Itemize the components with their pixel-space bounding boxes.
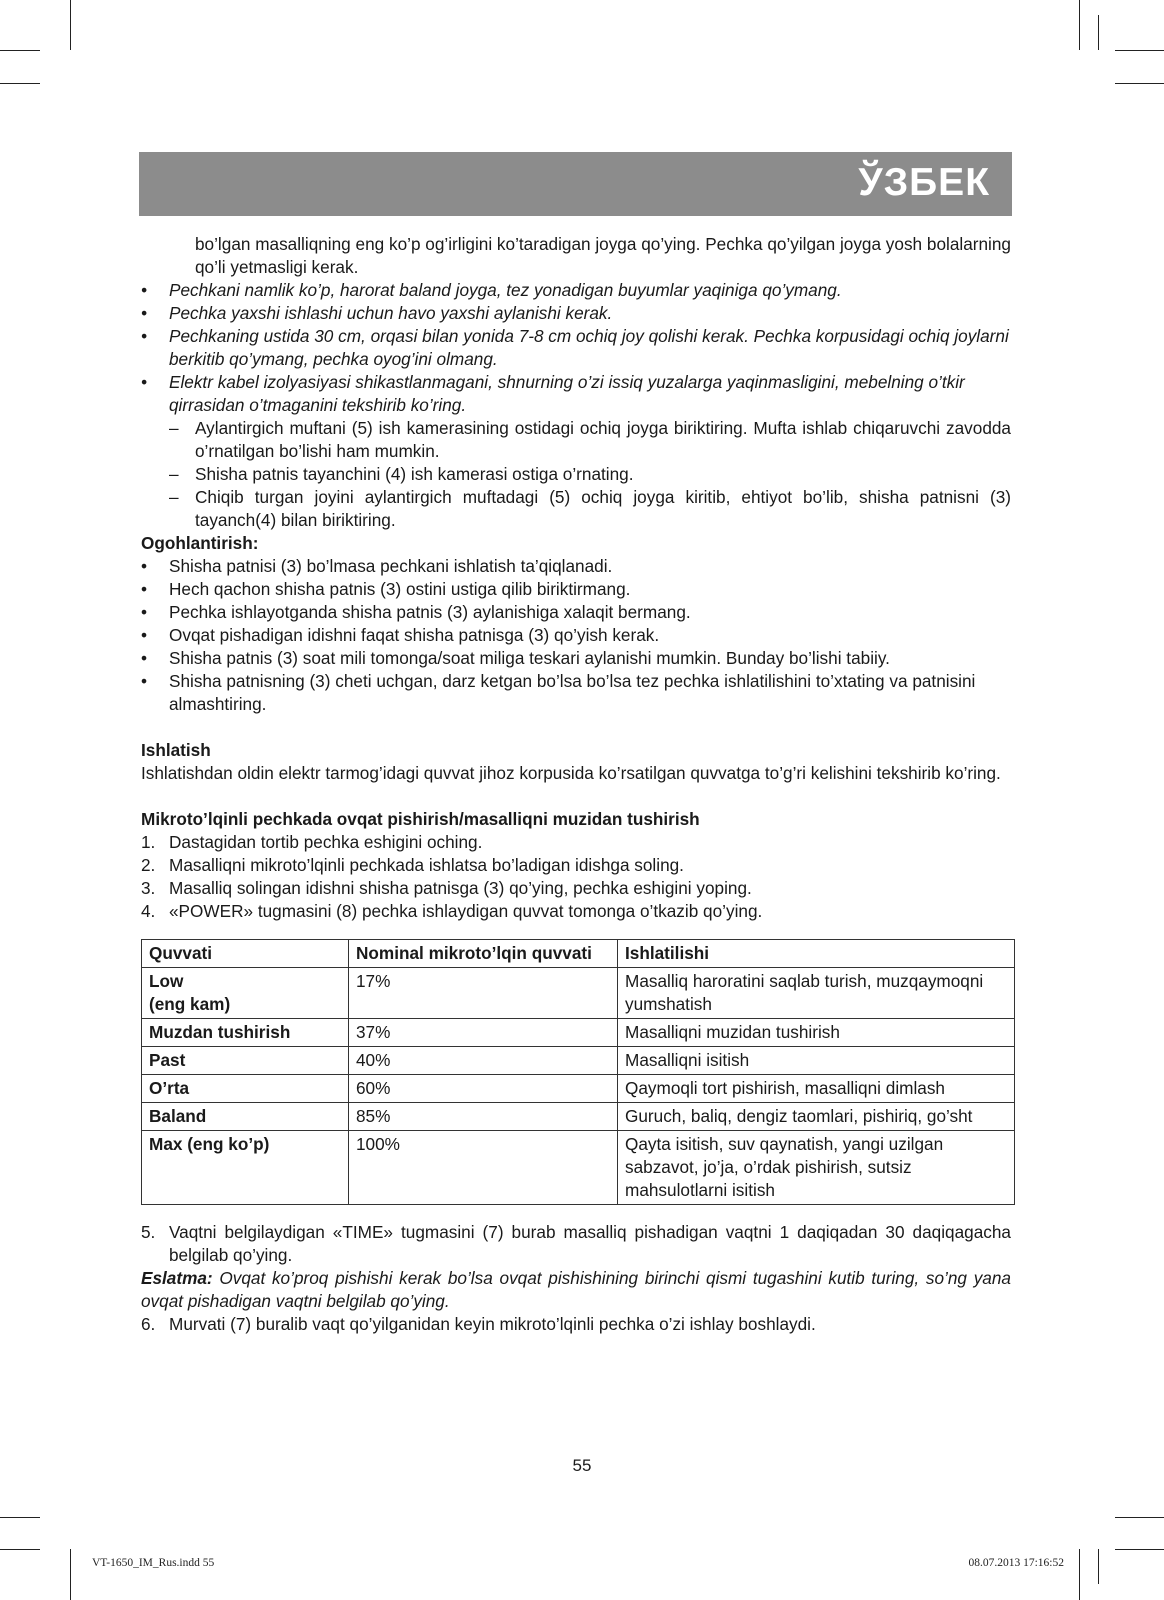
list-item: 2. Masalliqni mikroto’lqinli pechkada ishlatsa bo’ladigan idishga soling. [141, 855, 684, 875]
table-header-cell: Nominal mikroto’lqin quvvati [349, 940, 618, 968]
language-title: ЎЗБЕК [858, 161, 990, 204]
note-label: Eslatma: [141, 1268, 213, 1288]
table-cell: Max (eng ko’p) [142, 1131, 349, 1205]
cooking-heading: Mikroto’lqinli pechkada ovqat pishirish/masalliqni muzidan tushirish [141, 809, 700, 829]
table-cell: Masalliqni isitish [618, 1047, 1015, 1075]
table-row [142, 1075, 1015, 1103]
crop-mark [70, 0, 71, 50]
table-header-cell: Ishlatilishi [618, 940, 1015, 968]
list-item: – Aylantirgich muftani (5) ish kamerasining ostidagi ochiq joyga biriktiring. Mufta ishlab chiqaruvchi zavodda o’rnatilgan bo’lishi ham mumkin. [141, 417, 1011, 463]
list-item: 1. Dastagidan tortib pechka eshigini oching. [141, 832, 483, 852]
continued-paragraph: bo’lgan masalliqning eng ko’p og’irligini ko’taradigan joyga qo’ying. Pechka qo’yilgan joyga yosh bolalarning qo’li yetmasligi kerak. [195, 234, 1011, 277]
list-item: – Chiqib turgan joyini aylantirgich muftadagi (5) ochiq joyga kiritib, ehtiyot bo’lib, shisha patnisni (3) tayanch(4) bilan biriktiring. [141, 486, 1011, 532]
table-cell: Baland [142, 1103, 349, 1131]
table-cell: Past [142, 1047, 349, 1075]
table-cell: 37% [349, 1019, 618, 1047]
language-header-bar [139, 152, 1012, 216]
usage-heading: Ishlatish [141, 740, 211, 760]
crop-mark [1098, 1549, 1099, 1584]
table-cell: Low (eng kam) [142, 968, 349, 1019]
table-cell: O’rta [142, 1075, 349, 1103]
crop-mark [1079, 0, 1080, 50]
list-item: • Ovqat pishadigan idishni faqat shisha patnisga (3) qo’yish kerak. [141, 624, 1011, 647]
table-cell: 85% [349, 1103, 618, 1131]
list-item: • Pechkani namlik ko’p, harorat baland joyga, tez yonadigan buyumlar yaqiniga qo’ymang. [141, 279, 1011, 302]
usage-paragraph: Ishlatishdan oldin elektr tarmog’idagi quvvat jihoz korpusida ko’rsatilgan quvvatga to’g’ri kelishini tekshirib ko’ring. [141, 763, 1001, 783]
table-header-row [142, 940, 1015, 968]
crop-mark [1115, 83, 1164, 84]
warning-heading: Ogohlantirish: [141, 533, 259, 553]
table-cell: Qaymoqli tort pishirish, masalliqni dimlash [618, 1075, 1015, 1103]
page-number: 55 [572, 1456, 592, 1475]
list-item: 5. Vaqtni belgilaydigan «TIME» tugmasini (7) burab masalliq pishadigan vaqtni 1 daqiqadan 30 daqiqagacha belgilab qo’ying. [141, 1222, 1011, 1265]
table-cell: Muzdan tushirish [142, 1019, 349, 1047]
crop-mark [0, 1517, 40, 1518]
list-item: • Shisha patnis (3) soat mili tomonga/soat miliga teskari aylanishi mumkin. Bunday bo’lishi tabiiy. [141, 647, 1011, 670]
list-item: • Shisha patnisi (3) bo’lmasa pechkani ishlatish ta’qiqlanadi. [141, 555, 1011, 578]
table-cell: Guruch, baliq, dengiz taomlari, pishiriq, go’sht [618, 1103, 1015, 1131]
note-paragraph: Eslatma: Ovqat ko’proq pishishi kerak bo’lsa ovqat pishishining birinchi qismi tugashini kutib turing, so’ng yana ovqat pishadigan vaqtni belgilab qo’ying. [141, 1268, 1011, 1311]
footer-timestamp: 08.07.2013 17:16:52 [968, 1557, 1064, 1569]
list-item: • Pechka ishlayotganda shisha patnis (3) aylanishiga xalaqit bermang. [141, 601, 1011, 624]
table-header-cell: Quvvati [142, 940, 349, 968]
list-item: • Hech qachon shisha patnis (3) ostini ustiga qilib biriktirmang. [141, 578, 1011, 601]
table-row [142, 1103, 1015, 1131]
list-item: – Shisha patnis tayanchini (4) ish kamerasi ostiga o’rnating. [141, 463, 1011, 486]
crop-mark [0, 83, 40, 84]
crop-mark [1115, 1549, 1164, 1550]
list-item: • Pechkaning ustida 30 cm, orqasi bilan yonida 7-8 cm ochiq joy qolishi kerak. Pechka korpusidagi ochiq joylarni berkitib qo’ymang, pechka oyog’ini olmang. [141, 325, 1011, 371]
list-item: 3. Masalliq solingan idishni shisha patnisga (3) qo’ying, pechka eshigini yoping. [141, 878, 752, 898]
table-cell: 40% [349, 1047, 618, 1075]
table-cell: 17% [349, 968, 618, 1019]
list-item: • Shisha patnisning (3) cheti uchgan, darz ketgan bo’lsa bo’lsa tez pechka ishlatilishini to’xtating va patnisini almashtiring. [141, 670, 1011, 716]
list-item: • Pechka yaxshi ishlashi uchun havo yaxshi aylanishi kerak. [141, 302, 1011, 325]
table-cell: 60% [349, 1075, 618, 1103]
crop-mark [1079, 1549, 1080, 1600]
crop-mark [1098, 15, 1099, 50]
footer-file-info: VT-1650_IM_Rus.indd 55 [92, 1557, 215, 1569]
crop-mark [0, 1549, 40, 1550]
crop-mark [1115, 50, 1164, 51]
power-levels-table [141, 939, 1015, 1205]
crop-mark [70, 1549, 71, 1600]
table-row [142, 968, 1015, 1019]
table-cell: Masalliq haroratini saqlab turish, muzqaymoqni yumshatish [618, 968, 1015, 1019]
table-row [142, 1019, 1015, 1047]
crop-mark [1115, 1517, 1164, 1518]
crop-mark [0, 50, 40, 51]
page-content [141, 233, 1011, 1336]
list-item: 6. Murvati (7) buralib vaqt qo’yilganidan keyin mikroto’lqinli pechka o’zi ishlay boshlaydi. [141, 1314, 816, 1334]
table-row [142, 1131, 1015, 1205]
table-cell: 100% [349, 1131, 618, 1205]
table-cell: Qayta isitish, suv qaynatish, yangi uzilgan sabzavot, jo’ja, o’rdak pishirish, sutsiz mahsulotlarni isitish [618, 1131, 1015, 1205]
list-item: • Elektr kabel izolyasiyasi shikastlanmagani, shnurning o’zi issiq yuzalarga yaqinmasligini, mebelning o’tkir qirrasidan o’tmaganini tekshirib ko’ring. [141, 371, 1011, 417]
table-row [142, 1047, 1015, 1075]
table-cell: Masalliqni muzidan tushirish [618, 1019, 1015, 1047]
list-item: 4. «POWER» tugmasini (8) pechka ishlaydigan quvvat tomonga o’tkazib qo’ying. [141, 901, 763, 921]
